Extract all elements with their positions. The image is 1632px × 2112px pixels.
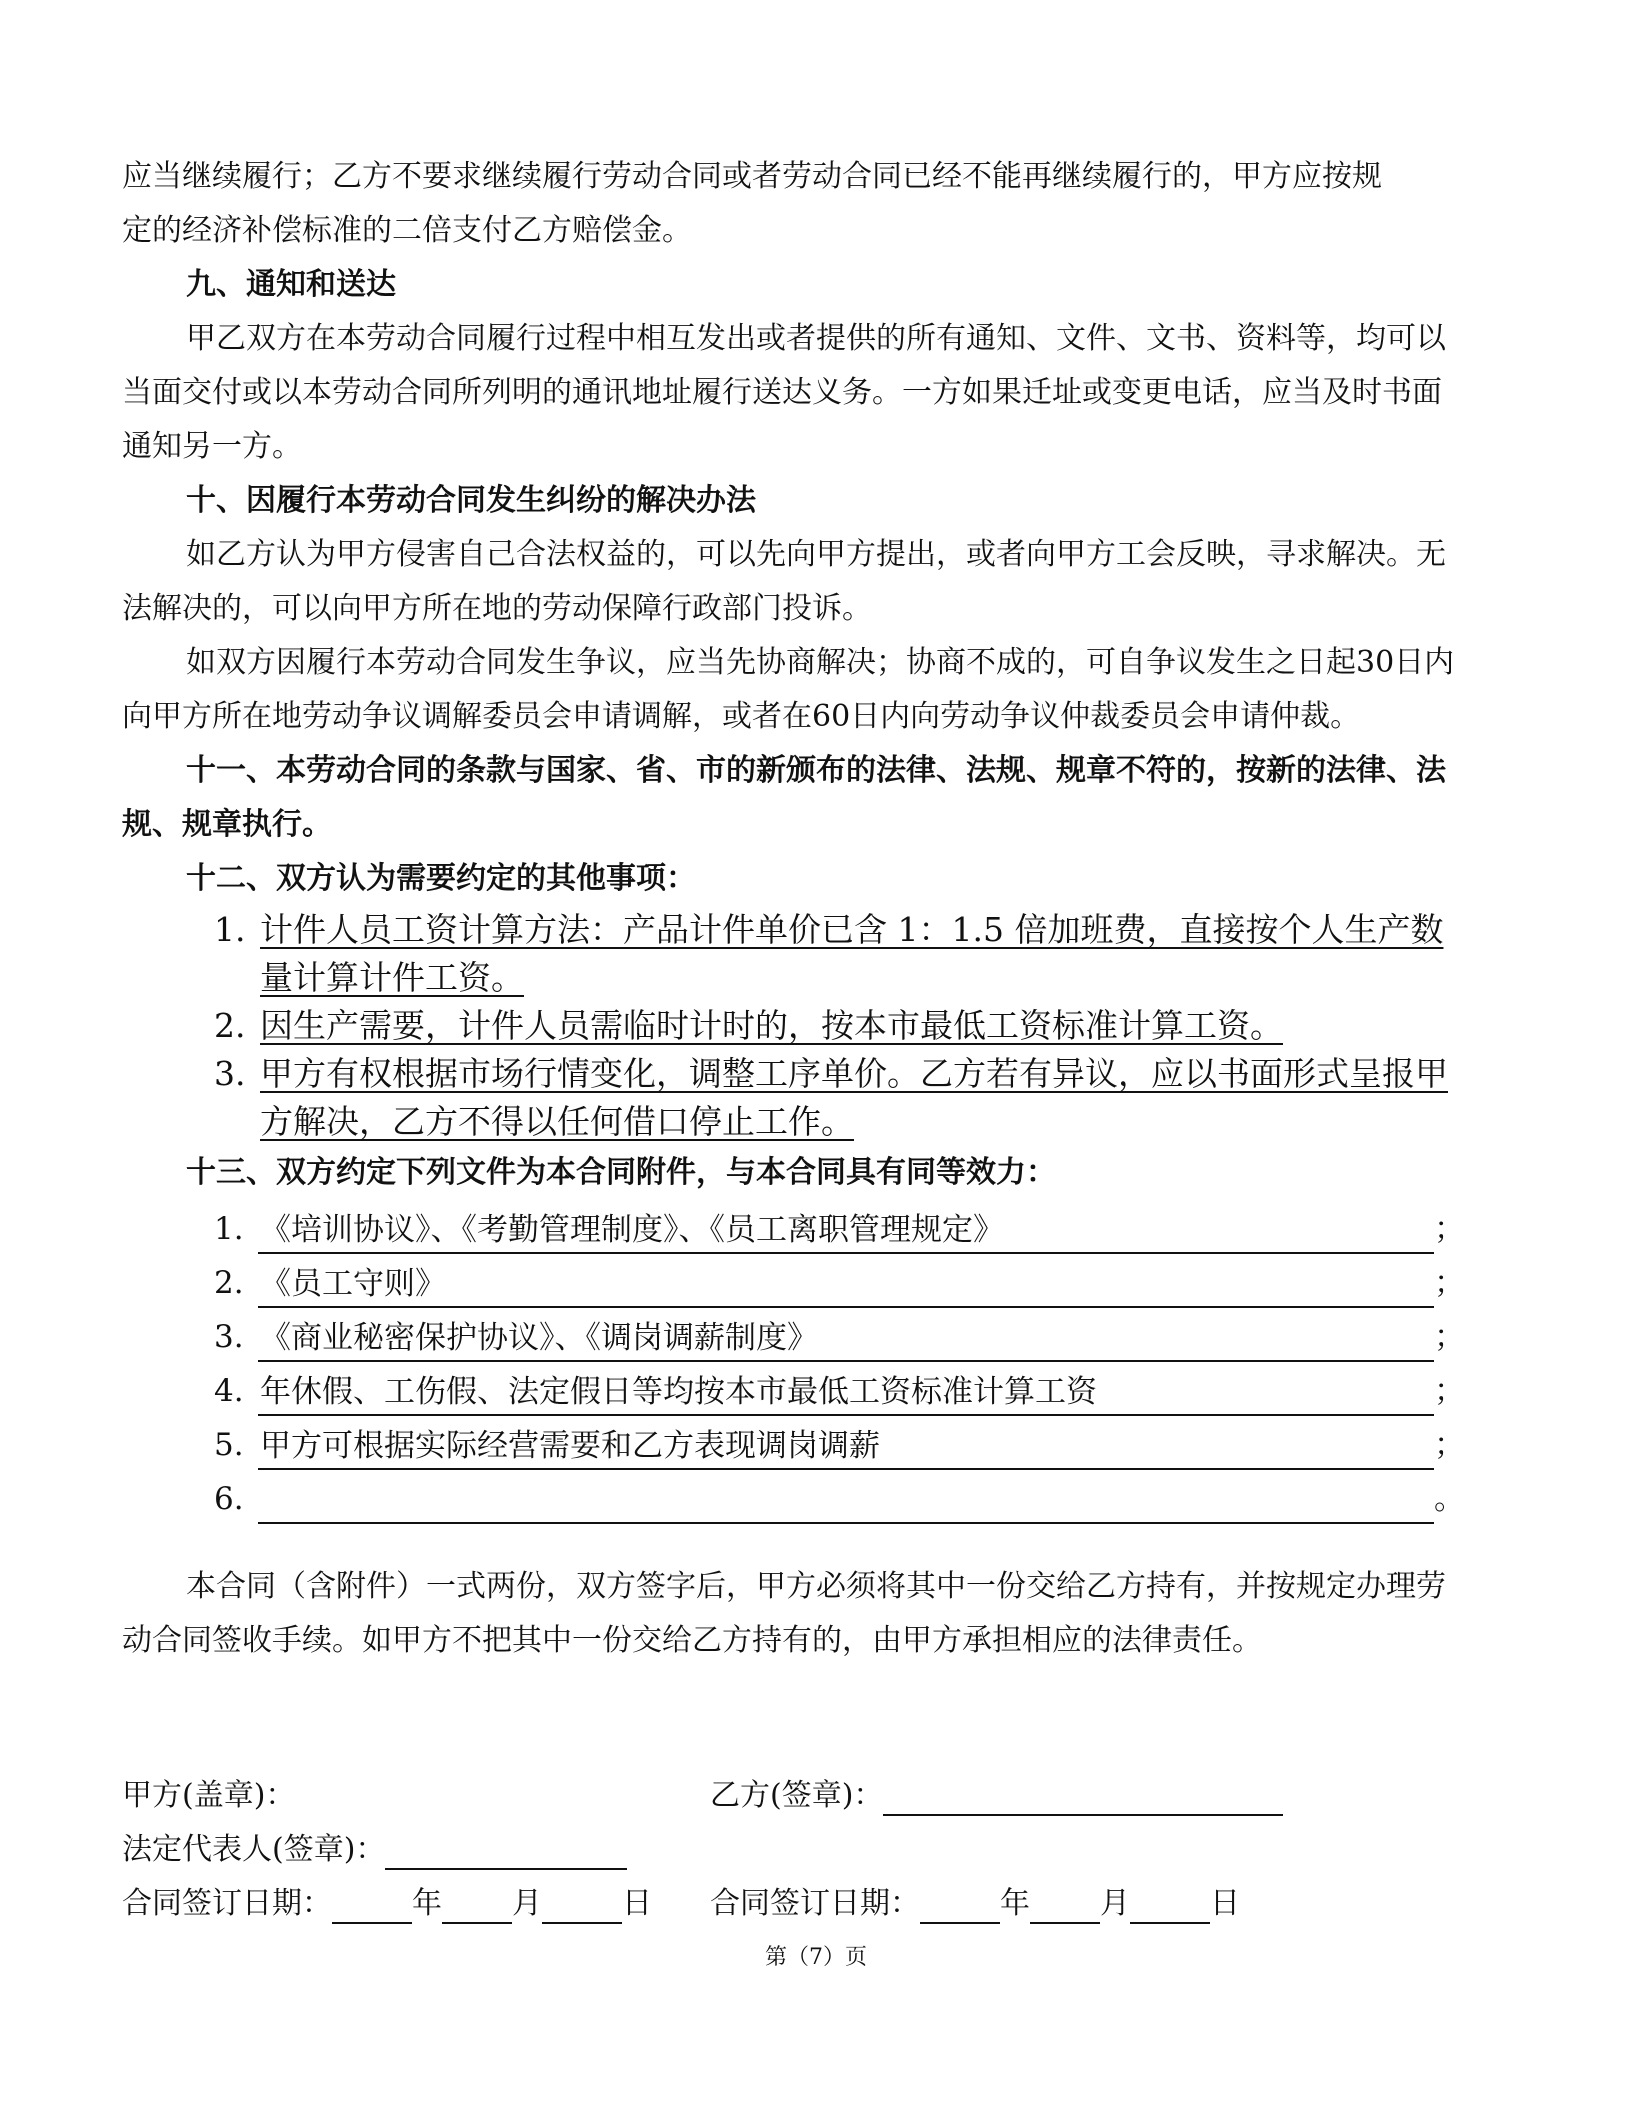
attachment-item xyxy=(214,1200,1465,1254)
page-number: 第（7）页 xyxy=(765,1945,867,1970)
item-text: 计件人员工资计算方法：产品计件单价已含 1：1.5 倍加班费，直接按个人生产数量计算计件工资。 xyxy=(260,910,1444,997)
paragraph-line: 应当继续履行；乙方不要求继续履行劳动合同或者劳动合同已经不能再继续履行的，甲方应按规 xyxy=(122,159,1382,194)
day-label: 日 xyxy=(622,1886,652,1921)
attachment-field: 《培训协议》、《考勤管理制度》、《员工离职管理规定》 xyxy=(258,1208,1434,1254)
item-end-punct: ； xyxy=(1434,1211,1465,1247)
party-a-date xyxy=(122,1884,652,1924)
list-item xyxy=(214,906,1462,1002)
item-end-punct: 。 xyxy=(1434,1481,1465,1517)
item-text: 甲方有权根据市场行情变化，调整工序单价。乙方若有异议，应以书面形式呈报甲方解决，乙方不得以任何借口停止工作。 xyxy=(260,1054,1448,1141)
item-number: 1. xyxy=(214,910,246,949)
section-10-title: 十、因履行本劳动合同发生纠纷的解决办法 xyxy=(186,483,756,518)
attachment-item xyxy=(214,1308,1465,1362)
section-12-list xyxy=(122,906,1462,1146)
year-label: 年 xyxy=(1000,1886,1030,1921)
legal-rep-signature xyxy=(122,1830,627,1870)
date-label: 合同签订日期： xyxy=(710,1886,920,1921)
closing-paragraph: 本合同（含附件）一式两份，双方签字后，甲方必须将其中一份交给乙方持有，并按规定办理劳动合同签收手续。如甲方不把其中一份交给乙方持有的，由甲方承担相应的法律责任。 xyxy=(122,1569,1446,1658)
attachment-field xyxy=(258,1478,1434,1524)
section-13-title: 十三、双方约定下列文件为本合同附件，与本合同具有同等效力： xyxy=(186,1155,1056,1190)
legal-rep-label: 法定代表人(签章)： xyxy=(122,1832,386,1867)
section-9-title: 九、通知和送达 xyxy=(186,267,396,302)
attachment-item xyxy=(214,1254,1465,1308)
day-field[interactable] xyxy=(542,1892,622,1924)
attachment-field: 甲方可根据实际经营需要和乙方表现调岗调薪 xyxy=(258,1424,1434,1470)
section-12-title: 十二、双方认为需要约定的其他事项： xyxy=(186,861,696,896)
attachment-item xyxy=(214,1470,1465,1524)
attachment-item xyxy=(214,1416,1465,1470)
day-label: 日 xyxy=(1210,1886,1240,1921)
section-11-text: 十一、本劳动合同的条款与国家、省、市的新颁布的法律、法规、规章不符的，按新的法律、法规、规章执行。 xyxy=(122,753,1446,842)
section-9-text: 甲乙双方在本劳动合同履行过程中相互发出或者提供的所有通知、文件、文书、资料等，均可以当面交付或以本劳动合同所列明的通讯地址履行送达义务。一方如果迁址或变更电话，应当及时书面通知另一方。 xyxy=(122,321,1446,464)
month-field[interactable] xyxy=(1030,1892,1100,1924)
item-number: 6. xyxy=(214,1481,244,1517)
year-label: 年 xyxy=(412,1886,442,1921)
document-body xyxy=(122,150,1465,1668)
section-10-text-2: 如双方因履行本劳动合同发生争议，应当先协商解决；协商不成的，可自争议发生之日起30日内向甲方所在地劳动争议调解委员会申请调解，或者在60日内向劳动争议仲裁委员会申请仲裁。 xyxy=(122,645,1455,734)
legal-rep-signature-line[interactable] xyxy=(385,1838,627,1870)
item-end-punct: ； xyxy=(1434,1427,1465,1463)
item-end-punct: ； xyxy=(1434,1265,1465,1301)
party-b-label: 乙方(签章)： xyxy=(710,1778,884,1813)
day-field[interactable] xyxy=(1130,1892,1210,1924)
month-label: 月 xyxy=(1100,1886,1130,1921)
party-b-signature xyxy=(710,1776,1283,1816)
month-field[interactable] xyxy=(442,1892,512,1924)
item-number: 3. xyxy=(214,1319,244,1355)
party-a-label: 甲方(盖章)： xyxy=(122,1778,296,1813)
paragraph-line: 定的经济补偿标准的二倍支付乙方赔偿金。 xyxy=(122,213,692,248)
month-label: 月 xyxy=(512,1886,542,1921)
attachment-field: 年休假、工伤假、法定假日等均按本市最低工资标准计算工资 xyxy=(258,1370,1434,1416)
attachment-field: 《商业秘密保护协议》、《调岗调薪制度》 xyxy=(258,1316,1434,1362)
item-number: 1. xyxy=(214,1211,244,1247)
section-13-list xyxy=(122,1200,1465,1524)
item-number: 5. xyxy=(214,1427,244,1463)
party-a-seal-label xyxy=(122,1776,295,1816)
date-label: 合同签订日期： xyxy=(122,1886,332,1921)
item-number: 4. xyxy=(214,1373,244,1409)
list-item xyxy=(214,1050,1462,1146)
attachment-item xyxy=(214,1362,1465,1416)
item-text: 因生产需要，计件人员需临时计时的，按本市最低工资标准计算工资。 xyxy=(260,1006,1283,1045)
item-number: 3. xyxy=(214,1054,246,1093)
item-end-punct: ； xyxy=(1434,1373,1465,1409)
section-10-text-1: 如乙方认为甲方侵害自己合法权益的，可以先向甲方提出，或者向甲方工会反映，寻求解决。无法解决的，可以向甲方所在地的劳动保障行政部门投诉。 xyxy=(122,537,1446,626)
list-item xyxy=(214,1002,1462,1050)
party-b-signature-line[interactable] xyxy=(883,1784,1283,1816)
year-field[interactable] xyxy=(332,1892,412,1924)
item-number: 2. xyxy=(214,1006,246,1045)
party-b-date xyxy=(710,1884,1240,1924)
attachment-field: 《员工守则》 xyxy=(258,1262,1434,1308)
item-number: 2. xyxy=(214,1265,244,1301)
year-field[interactable] xyxy=(920,1892,1000,1924)
item-end-punct: ； xyxy=(1434,1319,1465,1355)
